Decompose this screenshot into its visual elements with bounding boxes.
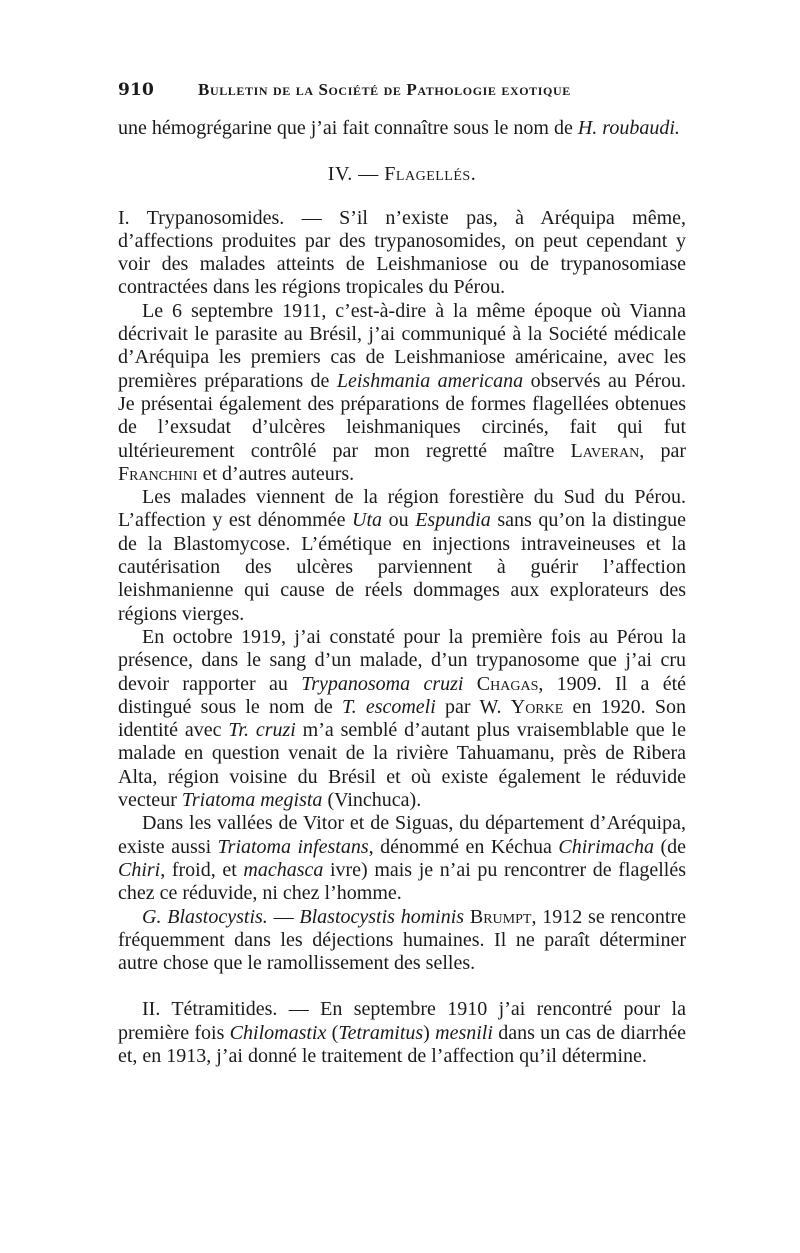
text-run: et d’autres auteurs. xyxy=(197,462,355,485)
vernacular-name: machasca xyxy=(243,858,324,881)
running-header xyxy=(118,79,698,101)
species-name: Blastocystis hominis xyxy=(299,905,465,928)
text-run: ivre) mais je n’ai pu rencontrer de flagellés chez ce réduvide, ni chez l’homme. xyxy=(118,858,687,905)
paragraph-leishmaniose xyxy=(118,300,686,486)
paragraph-cruzi xyxy=(118,626,686,812)
page-number: 910 xyxy=(118,80,155,100)
body-text xyxy=(118,117,686,1068)
text-run: Dans les vallées de Vitor et de Siguas, du département d’Aréquipa, existe aussi xyxy=(118,812,686,858)
disease-name: Uta xyxy=(352,509,383,532)
paragraph-gap xyxy=(118,975,686,998)
species-name: H. roubaudi. xyxy=(577,117,680,139)
text-run: par W. xyxy=(435,695,511,718)
text-run: dans un cas de diarrhée et, en 1913, j’ai donné le traitement de l’affection qu’il détermine. xyxy=(118,1021,686,1067)
text-run: m’a semblé d’autant plus vraisemblable que le malade en question venait de la rivière Tahuamanu, près de Ribera Alta, région voisine du Brésil et où existe également le réduvide vecteur xyxy=(118,719,686,812)
author-name: Franchini xyxy=(118,462,198,485)
text-run: sans qu’on la distingue de la Blastomycose. L’émétique en injections intraveineuses et la cautérisation des ulcères parviennent à guérir l’affection leishmanienne qui cause de réels dommages aux explorateurs des régions vierges. xyxy=(118,509,686,625)
text-run: (de xyxy=(653,835,686,858)
text-run: En octobre 1919, j’ai constaté pour la première fois au Pérou la présence, dans le sang d’un malade, d’un trypanosome que j’ai cru devoir rapporter au xyxy=(118,625,686,695)
text-run: ( xyxy=(326,1021,339,1044)
species-name: Chilomastix xyxy=(229,1021,327,1044)
paragraph-continuation xyxy=(118,117,686,140)
text-run: I. Trypanosomides. — S’il n’existe pas, à Aréquipa même, d’affections produites par des trypanosomides, on peut cependant y voir des malades atteints de Leishmaniose ou de trypanosomiase contractées dans les régions tropicales du Pérou. xyxy=(118,206,686,299)
paragraph-tetramitides xyxy=(118,998,686,1068)
text-run: II. Tétramitides. — En septembre 1910 j’ai rencontré pour la première fois xyxy=(118,998,686,1044)
species-name: T. escomeli xyxy=(341,695,436,718)
author-name: Yorke xyxy=(510,695,564,718)
text-run: , froid, et xyxy=(160,858,244,881)
author-name: Laveran xyxy=(570,439,640,462)
text-run: , 1912 se rencontre fréquemment dans les déjections humaines. Il ne paraît déterminer autre chose que le ramollissement des selles. xyxy=(118,905,687,975)
text-run: , dénommé en Kéchua xyxy=(368,835,559,858)
text-run: Les malades viennent de la région forestière du Sud du Pérou. L’affection y est dénommée xyxy=(118,486,686,532)
journal-title: Bulletin de la Société de Pathologie exotique xyxy=(198,80,571,99)
text-run xyxy=(463,673,476,695)
disease-name: Espundia xyxy=(415,509,491,532)
paragraph-uta xyxy=(118,486,686,626)
text-run: (Vinchuca). xyxy=(322,789,422,812)
species-name: Tr. cruzi xyxy=(228,719,296,742)
text-run: Le 6 septembre 1911, c’est-à-dire à la même époque où Vianna décrivait le parasite au Brésil, j’ai communiqué à la Société médicale d’Aréquipa les premiers cas de Leishmaniose américaine, avec les premières préparations de xyxy=(118,299,686,392)
text-run: , 1909. Il a été distingué sous le nom de xyxy=(118,672,687,718)
author-name: Brumpt xyxy=(469,905,532,928)
species-name: Triatoma infestans xyxy=(217,835,369,858)
text-run: une hémogrégarine que j’ai fait connaître sous le nom de xyxy=(118,117,578,139)
text-run: observés au Pérou. Je présentai également des préparations de formes flagellées obtenues de l’exsudat d’ulcères leishmaniques circinés, fait qui fut ultérieurement contrôlé par mon regretté maître xyxy=(118,369,686,462)
species-name: Triatoma megista xyxy=(181,789,323,812)
text-run: — xyxy=(267,905,300,928)
species-name: Tetramitus xyxy=(338,1021,424,1044)
section-heading: IV. — Flagellés. xyxy=(327,163,477,186)
species-name: mesnili xyxy=(435,1021,493,1044)
text-run: en 1920. Son identité avec xyxy=(118,695,687,742)
text-run: ou xyxy=(382,509,416,532)
species-name: Leishmania americana xyxy=(336,369,524,392)
species-name: Trypanosoma cruzi xyxy=(301,672,464,695)
text-run: , par xyxy=(639,439,686,462)
paragraph-trypanosomides xyxy=(118,207,686,300)
paragraph-vitor-siguas xyxy=(118,812,686,905)
paragraph-blastocystis xyxy=(118,906,686,976)
vernacular-name: Chirimacha xyxy=(558,835,654,858)
text-run: ) xyxy=(423,1021,436,1044)
genus-heading: G. Blastocystis. xyxy=(142,905,268,928)
vernacular-name: Chiri xyxy=(118,858,161,881)
author-name: Chagas xyxy=(476,672,539,695)
